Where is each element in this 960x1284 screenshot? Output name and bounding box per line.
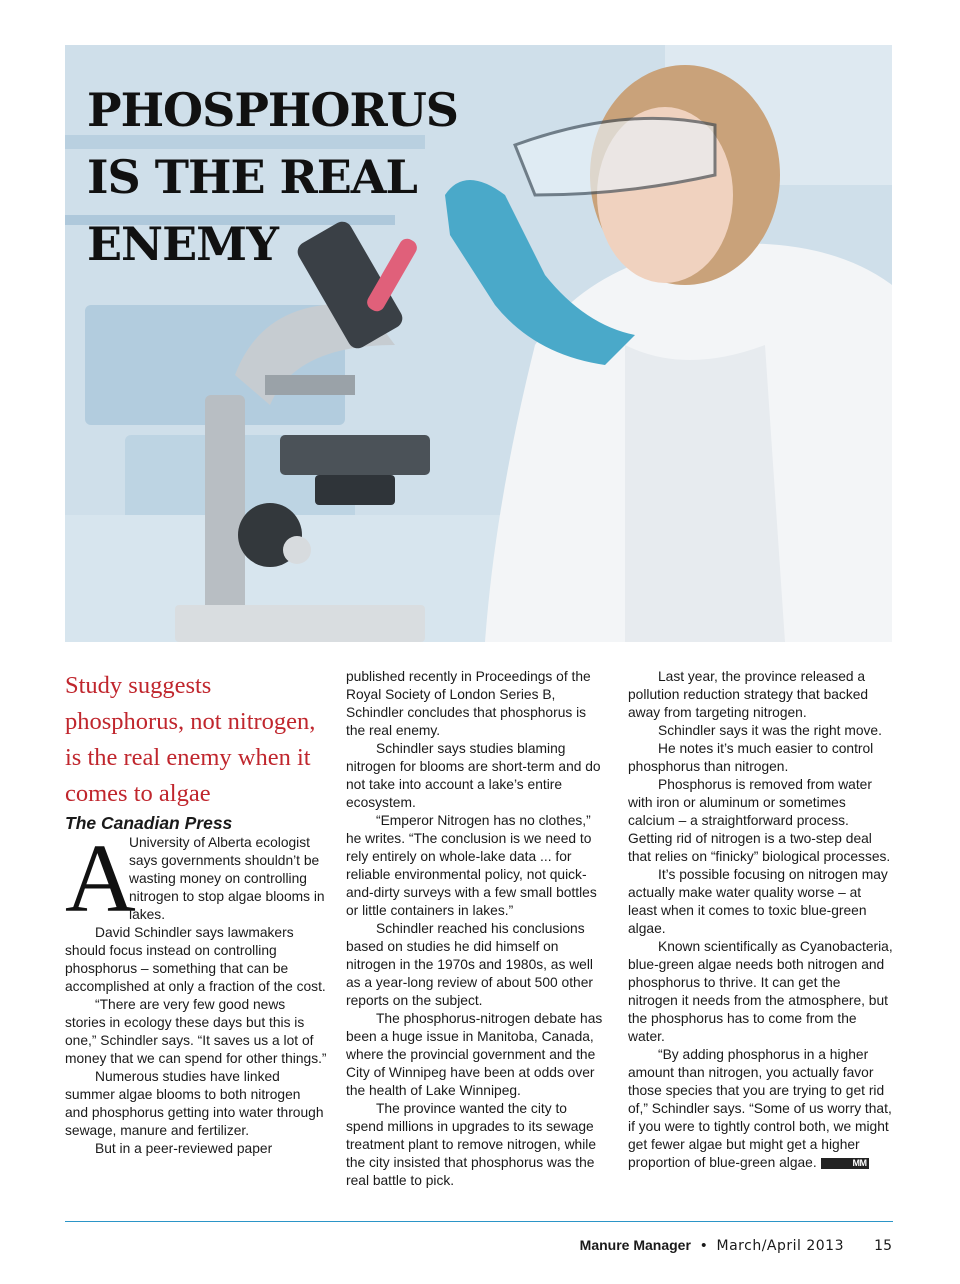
footer-separator: • xyxy=(701,1237,707,1254)
paragraph: Known scientifically as Cyanobacteria, blue-green algae needs both nitrogen and phosphorus to thrive. It can get the nitrogen it needs from the atmosphere, but the phosphorus has to come from the water. xyxy=(628,939,893,1044)
page-number: 15 xyxy=(874,1238,892,1254)
paragraph: published recently in Proceedings of the Royal Society of London Series B, Schindler concludes that phosphorus is the real enemy. xyxy=(346,669,591,738)
issue-date: March/April 2013 xyxy=(716,1238,844,1254)
paragraph: Schindler says it was the right move. xyxy=(658,723,882,738)
footer-rule xyxy=(65,1221,893,1222)
paragraph-text: “By adding phosphorus in a higher amount than nitrogen, you actually favor those species that you are trying to get rid of,” Schindler says. “Some of us worry that, if you were to tightly control both, we might get fewer algae but might get a higher proportion of blue-green algae. xyxy=(628,1047,892,1170)
paragraph: University of Alberta ecologist says governments shouldn’t be wasting money on controlling nitrogen to stop algae blooms in lakes. xyxy=(129,835,325,922)
paragraph: David Schindler says lawmakers should focus instead on controlling phosphorus – something that can be accomplished at only a fraction of the cost. xyxy=(65,925,326,994)
article-deck: Study suggests phosphorus, not nitrogen, is the real enemy when it comes to algae xyxy=(65,672,316,807)
article-column-2 xyxy=(346,668,608,1190)
page-footer xyxy=(580,1235,892,1256)
headline-line-3: ENEMY xyxy=(87,217,278,271)
paragraph: He notes it’s much easier to control phosphorus than nitrogen. xyxy=(628,741,874,774)
paragraph: “Emperor Nitrogen has no clothes,” he writes. “The conclusion is we need to rely entirely on whole-lake data ... for reliable environmental policy, not quick-and-dirty surveys with a few small bottles or little containers in lakes.” xyxy=(346,813,597,918)
paragraph: Phosphorus is removed from water with iron or aluminum or sometimes calcium – a straightforward process. Getting rid of nitrogen is a two-step deal that relies on “finicky” biological processes. xyxy=(628,777,891,864)
paragraph: The phosphorus-nitrogen debate has been a huge issue in Manitoba, Canada, where the provincial government and the City of Winnipeg have been at odds over the health of Lake Winnipeg. xyxy=(346,1011,603,1098)
headline-line-2: IS THE REAL xyxy=(87,150,417,204)
paragraph: Last year, the province released a pollution reduction strategy that backed away from targeting nitrogen. xyxy=(628,669,869,720)
paragraph: But in a peer-reviewed paper xyxy=(95,1141,273,1156)
headline xyxy=(87,77,458,278)
drop-cap: A xyxy=(65,825,136,933)
paragraph: Schindler reached his conclusions based on studies he did himself on nitrogen in the 1970s and 1980s, as well as a year-long review of about 500 other reports on the subject. xyxy=(346,921,593,1008)
paragraph: It’s possible focusing on nitrogen may actually make water quality worse – at least when it comes to toxic blue-green algae. xyxy=(628,867,888,936)
headline-line-1: PHOSPHORUS xyxy=(87,83,459,137)
hero-photo xyxy=(65,45,892,642)
paragraph: Schindler says studies blaming nitrogen for blooms are short-term and do not take into account a lake’s entire ecosystem. xyxy=(346,741,601,810)
publication-name: Manure Manager xyxy=(579,1237,691,1253)
byline: The Canadian Press xyxy=(65,813,233,833)
paragraph: Numerous studies have linked summer algae blooms to both nitrogen and phosphorus getting into water through sewage, manure and fertilizer. xyxy=(65,1069,324,1138)
paragraph: “There are very few good news stories in ecology these days but this is one,” Schindler says. “It saves us a lot of money that we can spend for other things.” xyxy=(65,997,327,1066)
paragraph-last xyxy=(628,1046,893,1172)
end-mark-icon: MM xyxy=(821,1158,869,1169)
paragraph: The province wanted the city to spend millions in upgrades to its sewage treatment plant to remove nitrogen, while the city insisted that phosphorus was the real battle to pick. xyxy=(346,1101,597,1188)
article-column-1 xyxy=(65,668,327,1158)
article-column-3 xyxy=(628,668,893,1172)
